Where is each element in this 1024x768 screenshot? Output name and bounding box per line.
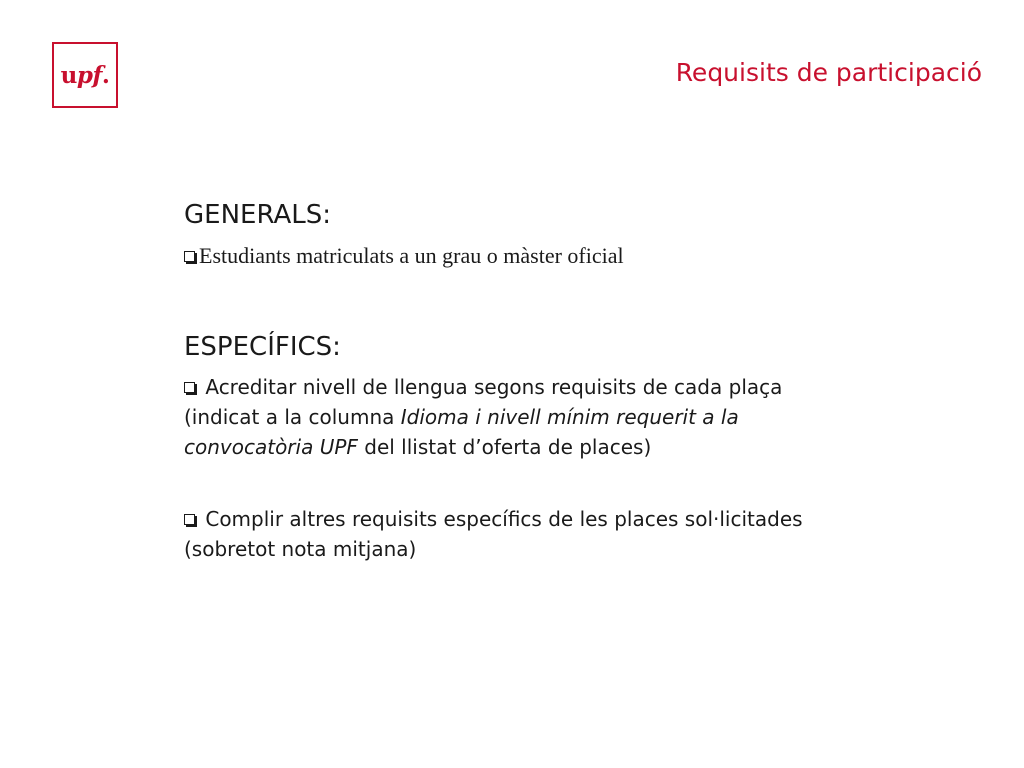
generals-item-text: Estudiants matriculats a un grau o màster oficial <box>199 243 624 268</box>
checkbox-bullet-icon <box>184 514 195 525</box>
slide-content <box>184 198 864 564</box>
item2-text: Complir altres requisits específics de les places sol·licitades (sobretot nota mitjana) <box>184 507 803 561</box>
logo-text-u: u <box>60 61 77 89</box>
item1-italic-text: Idioma i nivell mínim requerit a la convocatòria UPF <box>184 405 739 459</box>
upf-logo <box>52 42 118 108</box>
logo-text-dot: . <box>101 61 110 89</box>
slide-title: Requisits de participació <box>675 58 982 87</box>
checkbox-bullet-icon <box>184 251 195 262</box>
checkbox-bullet-icon <box>184 382 195 393</box>
especifics-list-item-2 <box>184 504 864 564</box>
logo-text-pf: pf <box>76 61 102 89</box>
especifics-heading: ESPECÍFICS: <box>184 332 341 362</box>
generals-heading: GENERALS: <box>184 200 331 230</box>
item1-text-b: del llistat d’oferta de places) <box>357 435 652 459</box>
generals-list-item <box>184 242 864 270</box>
especifics-list-item-1 <box>184 372 864 462</box>
item1-text-a: Acreditar nivell de llengua segons requisits de cada plaça (indicat a la columna <box>184 375 783 429</box>
